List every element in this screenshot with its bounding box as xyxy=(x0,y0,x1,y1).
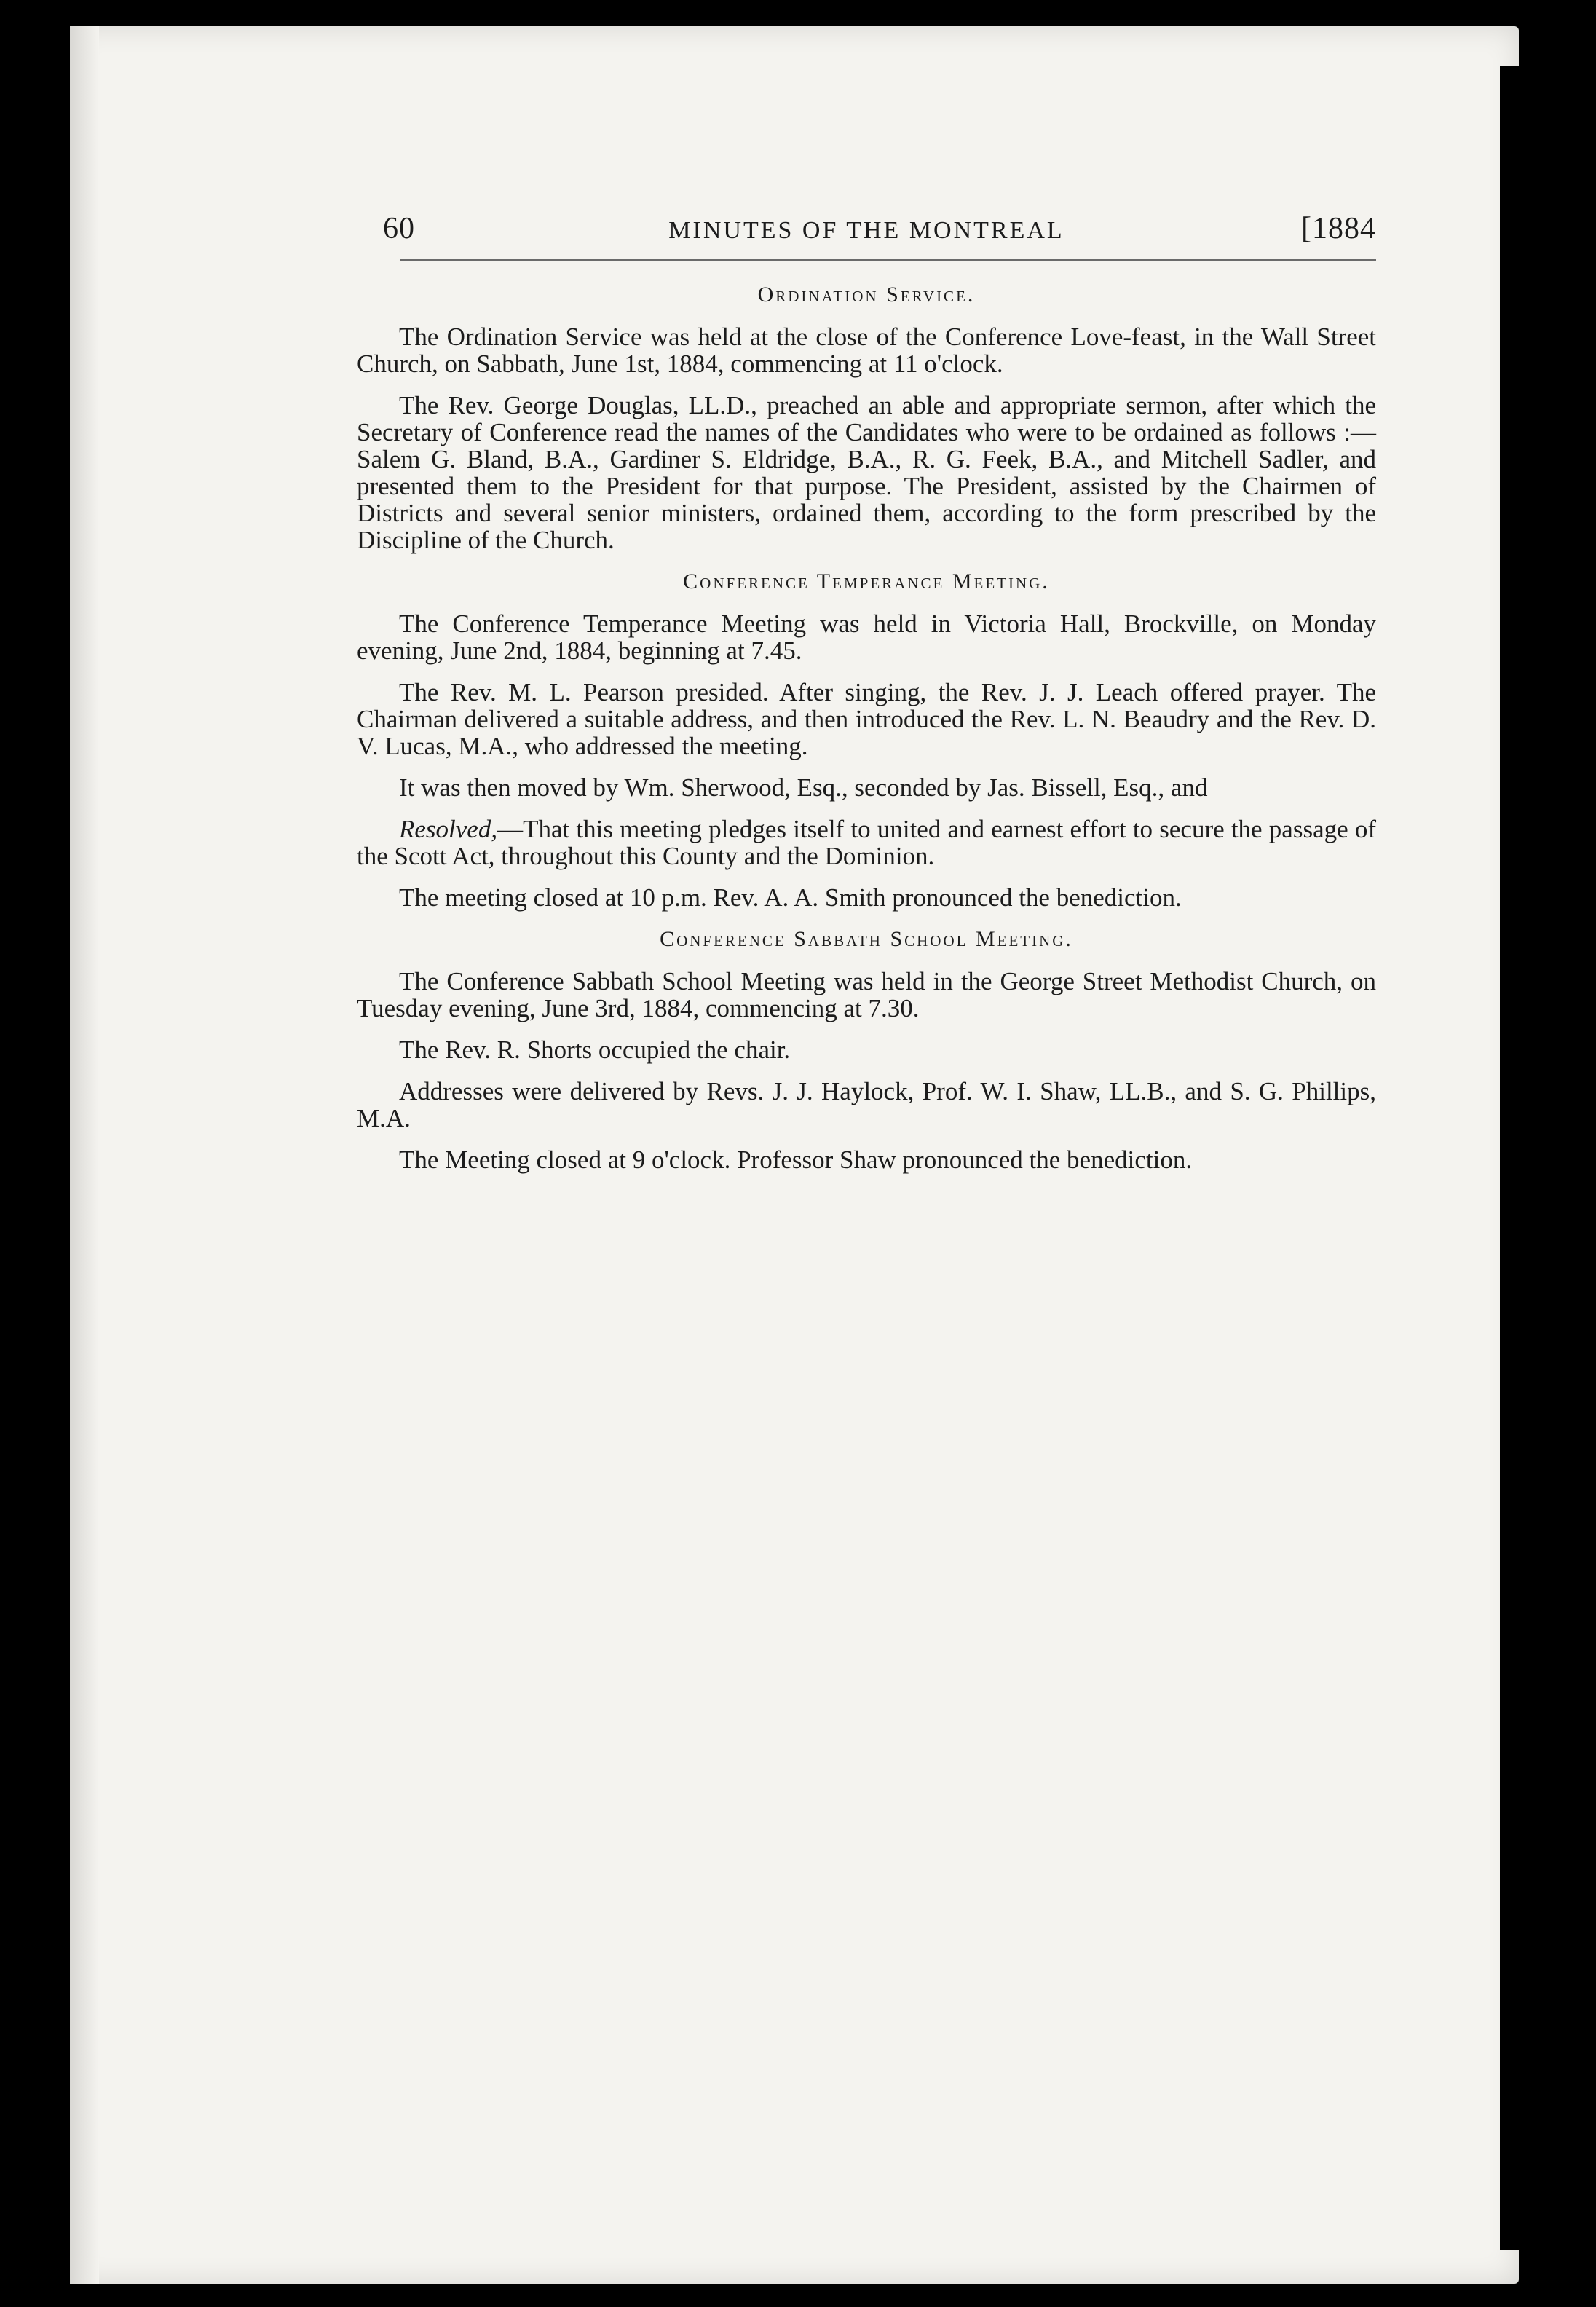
running-head xyxy=(357,211,1376,255)
paragraph: The Conference Sabbath School Meeting was held in the George Street Methodist Church, on Tuesday evening, June 3rd, 1884, commencing at 7.30. xyxy=(357,967,1376,1022)
paragraph: The Rev. George Douglas, LL.D., preached an able and appropriate sermon, after which the Secretary of Conference read the names of the Candidates who were to be ordained as follows :—Salem G. Bland, B.A., Gardiner S. Eldridge, B.A., R. G. Feek, B.A., and Mitchell Sadler, and presented them to the President for that purpose. The President, assisted by the Chairmen of Districts and several senior ministers, ordained them, according to the form prescribed by the Discipline of the Church. xyxy=(357,391,1376,554)
page-text xyxy=(357,211,1376,1188)
resolved-label: Resolved, xyxy=(399,815,498,843)
scan-border-right xyxy=(1500,66,1558,2250)
section-heading: Conference Sabbath School Meeting. xyxy=(660,927,1073,951)
paragraph: The Conference Temperance Meeting was held in Victoria Hall, Brockville, on Monday evening, June 2nd, 1884, beginning at 7.45. xyxy=(357,610,1376,665)
paragraph: It was then moved by Wm. Sherwood, Esq., seconded by Jas. Bissell, Esq., and xyxy=(399,773,1208,802)
section-heading: Conference Temperance Meeting. xyxy=(683,569,1050,593)
running-year: [1884 xyxy=(1301,212,1376,245)
header-rule xyxy=(400,259,1376,261)
paragraph: The Meeting closed at 9 o'clock. Professor Shaw pronounced the benediction. xyxy=(399,1145,1193,1174)
resolved-text: —That this meeting pledges itself to united and earnest effort to secure the passage of the Scott Act, throughout this County and the Dominion. xyxy=(357,815,1376,870)
paragraph: The Ordination Service was held at the close of the Conference Love-feast, in the Wall Street Church, on Sabbath, June 1st, 1884, commencing at 11 o'clock. xyxy=(357,323,1376,378)
resolution-paragraph xyxy=(357,816,1376,869)
paragraph: The Rev. R. Shorts occupied the chair. xyxy=(399,1036,791,1064)
page-number: 60 xyxy=(383,212,415,245)
paragraph: The Rev. M. L. Pearson presided. After singing, the Rev. J. J. Leach offered prayer. The Chairman delivered a suitable address, and then introduced the Rev. L. N. Beaudry and the Rev. D. V. Lucas, M.A., who addressed the meeting. xyxy=(357,678,1376,760)
paragraph: The meeting closed at 10 p.m. Rev. A. A. Smith pronounced the benediction. xyxy=(399,883,1182,912)
section-sabbath-school-meeting xyxy=(357,927,1376,1173)
paragraph: Addresses were delivered by Revs. J. J. Haylock, Prof. W. I. Shaw, LL.B., and S. G. Phillips, M.A. xyxy=(357,1077,1376,1132)
section-heading: Ordination Service. xyxy=(757,283,976,307)
section-temperance-meeting xyxy=(357,569,1376,911)
running-title: MINUTES OF THE MONTREAL xyxy=(668,217,1064,244)
section-ordination-service xyxy=(357,283,1376,553)
page-gutter xyxy=(70,26,99,2284)
